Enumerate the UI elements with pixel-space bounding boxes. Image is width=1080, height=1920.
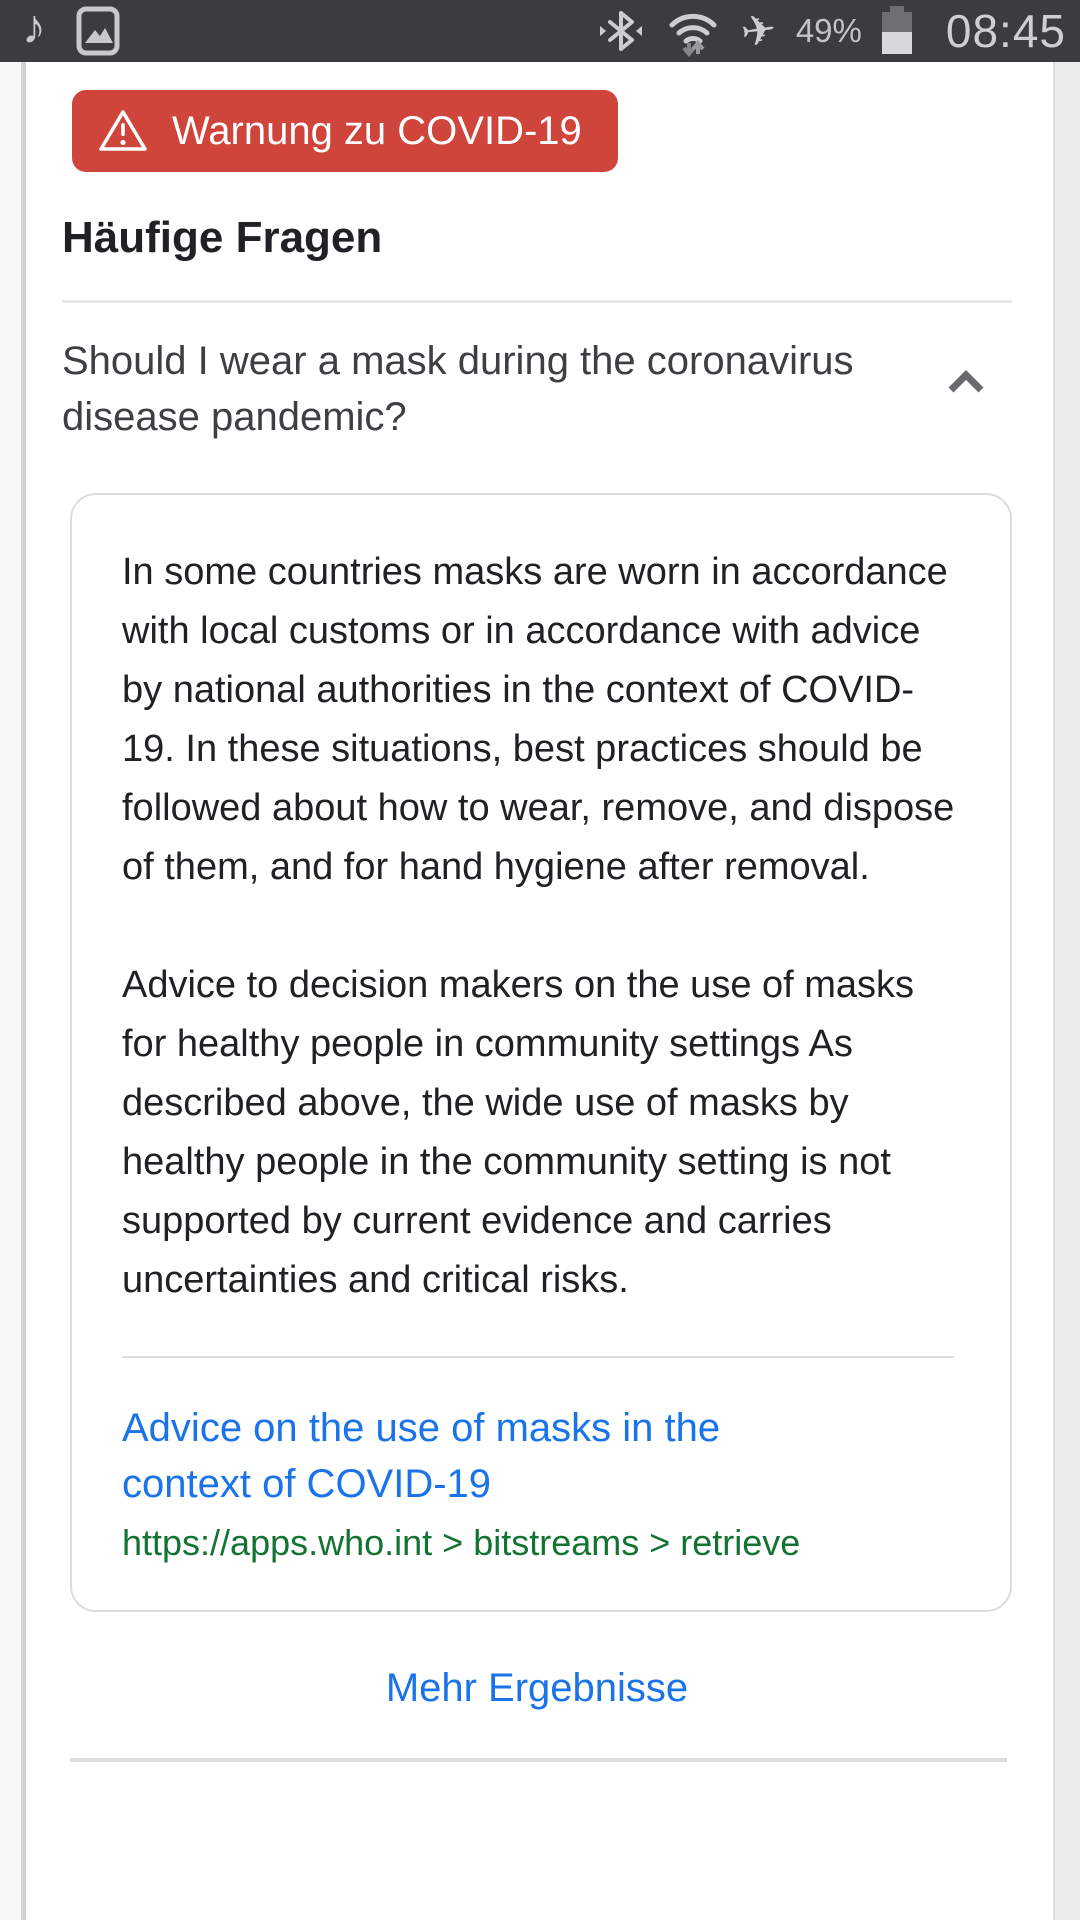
answer-paragraph: Advice to decision makers on the use of masks for healthy people in community settings As described above, the wide use of masks by healthy people in the community setting is not supported by current evidence and carries uncertainties and critical risks. (122, 964, 915, 1301)
wifi-icon (665, 3, 721, 59)
page-title: Häufige Fragen (62, 213, 383, 262)
answer-paragraph: In some countries masks are worn in accordance with local customs or in accordance with advice by national authorities in the context of COVID-19. In these situations, best practices should be followed about how to wear, remove, and dispose of them, and for hand hygiene after removal. (122, 551, 955, 888)
bluetooth-icon (597, 5, 645, 57)
status-bar (0, 0, 1080, 62)
faq-question-text: Should I wear a mask during the coronavirus disease pandemic? (62, 339, 854, 439)
music-note-icon: ♪ (22, 1, 46, 54)
status-bar-clock: 08:45 (945, 5, 1066, 57)
screenshot-icon (76, 6, 120, 56)
chevron-up-icon (944, 367, 1012, 400)
battery-percent: 49% (795, 12, 862, 49)
bottom-divider (70, 1758, 1007, 1762)
covid-warning-banner[interactable] (72, 90, 618, 172)
more-results-link[interactable]: Mehr Ergebnisse (385, 1666, 689, 1710)
search-result-content (0, 62, 1080, 1762)
answer-source-divider (122, 1356, 954, 1358)
covid-warning-label: Warnung zu COVID-19 (172, 108, 582, 153)
source-link[interactable]: Advice on the use of masks in the context of COVID-19 (122, 1406, 721, 1506)
page-right-edge (1053, 62, 1080, 1920)
section-divider (62, 300, 1012, 303)
battery-icon (882, 12, 912, 54)
source-url-breadcrumb[interactable]: https://apps.who.int > bitstreams > retrieve (122, 1522, 801, 1563)
status-bar-right (597, 0, 1066, 62)
faq-question-toggle[interactable] (62, 333, 1012, 445)
airplane-mode-icon: ✈ (737, 4, 779, 57)
warning-triangle-icon (98, 108, 148, 154)
status-bar-left (22, 3, 120, 59)
page-left-edge (0, 62, 26, 1920)
answer-card (70, 493, 1012, 1612)
